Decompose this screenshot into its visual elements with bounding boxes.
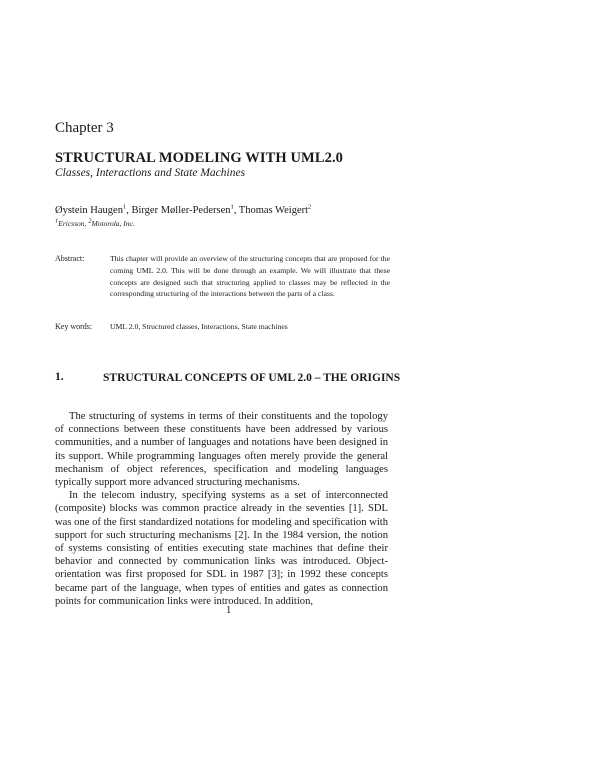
paragraph: In the telecom industry, specifying systems as a set of interconnected (composite) blocks was common practice already in the seventies [1]. SDL was one of the first standardized notations for modeling and specification with support for such structuring mechanisms [2]. In the 1984 version, the notion of systems consisting of entities executing state machines that define their behavior and connected by communication links was introduced. Object-orientation was first proposed for SDL in 1987 [3]; in 1992 these concepts became part of the language, when types of entities and gates as connection points for communication links were introduced. In addition, xyxy=(55,490,388,607)
keywords-text: UML 2.0, Structured classes, Interactions, State machines xyxy=(110,322,288,331)
author-separator: , xyxy=(233,205,239,216)
affiliation-mark: 1 xyxy=(230,203,234,211)
author-separator: , xyxy=(126,205,132,216)
affiliation-mark: 1 xyxy=(55,217,59,225)
affiliation-mark: 2 xyxy=(88,217,92,225)
body-text xyxy=(55,410,388,608)
keywords-label: Key words: xyxy=(55,322,93,331)
chapter-subtitle: Classes, Interactions and State Machines xyxy=(55,167,246,179)
author-name: Øystein Haugen xyxy=(55,205,123,216)
section-number: 1. xyxy=(55,371,64,383)
author-name: Birger Møller-Pedersen xyxy=(131,205,231,216)
affiliation-list xyxy=(55,219,135,228)
abstract-label: Abstract: xyxy=(55,254,85,263)
chapter-label: Chapter 3 xyxy=(55,120,114,136)
affiliation-mark: 1 xyxy=(122,203,127,211)
abstract-text: This chapter will provide an overview of the structuring concepts that are proposed for the coming UML 2.0. This will be done through an example. We will illustrate that these concepts are designed such that structuring applied to classes may be reflected in the corresponding structuring of the interactions between the parts of a class. xyxy=(110,254,390,299)
affiliation-name: Ericsson xyxy=(58,219,85,228)
affiliation-name: Motorola, Inc. xyxy=(91,219,135,228)
chapter-title: STRUCTURAL MODELING WITH UML2.0 xyxy=(55,150,344,166)
page-number: 1 xyxy=(226,605,232,616)
affiliation-separator: , xyxy=(84,219,89,228)
section-title: STRUCTURAL CONCEPTS OF UML 2.0 – THE ORIGINS xyxy=(103,372,401,384)
affiliation-mark: 2 xyxy=(308,203,312,211)
paragraph: The structuring of systems in terms of their constituents and the topology of connections between these constituents have been addressed by various communities, and a number of languages and notations have been designed in its support. While programming languages often merely provide the general mechanism of object references, specification and modeling languages typically support more advanced structuring mechanisms. xyxy=(55,411,388,489)
author-list xyxy=(55,205,311,216)
author-name: Thomas Weigert xyxy=(238,205,309,216)
